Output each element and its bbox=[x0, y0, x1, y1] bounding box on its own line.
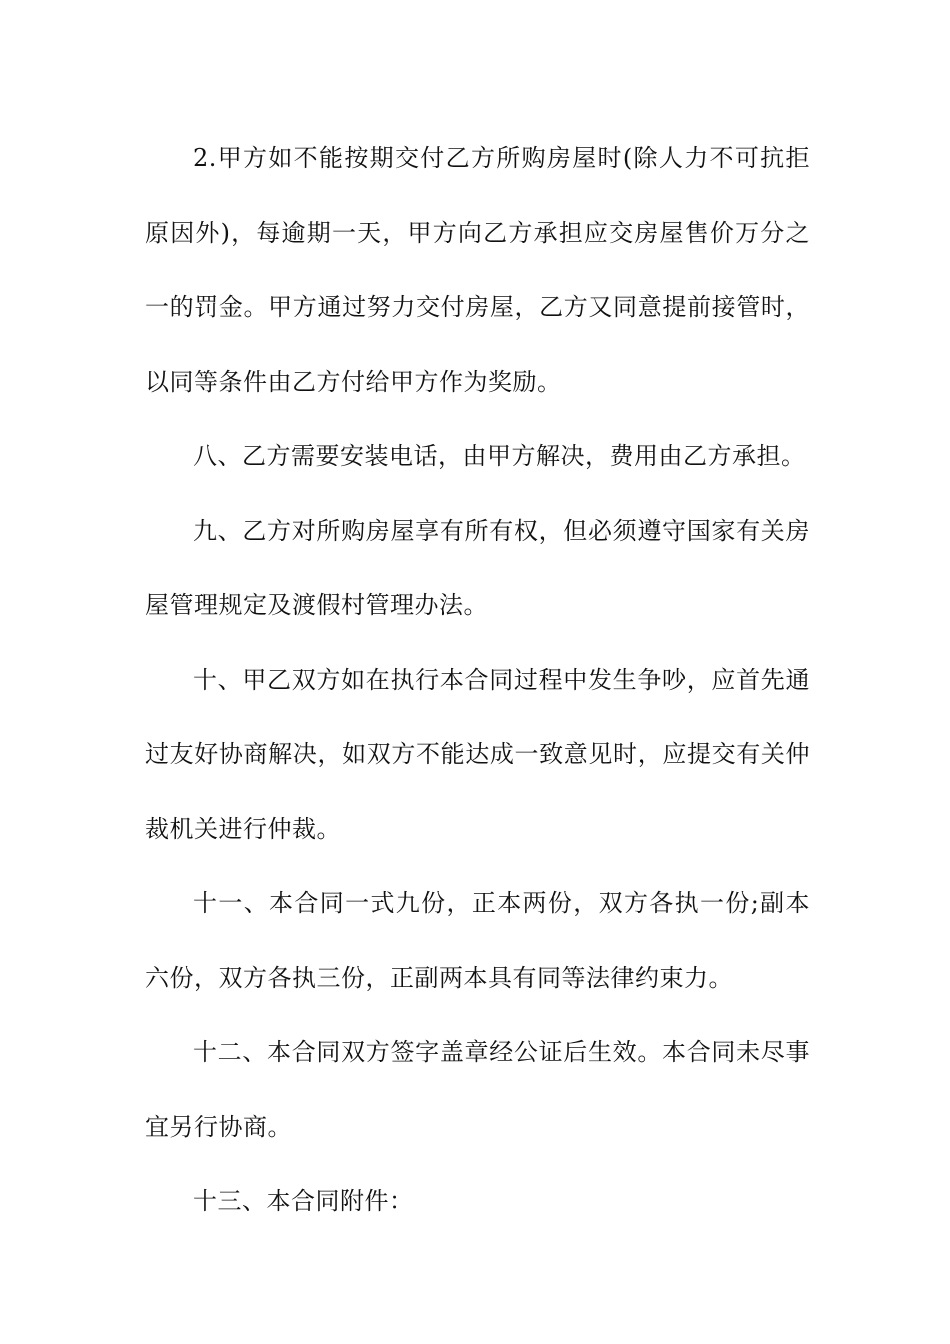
paragraph-clause-13-attachments: 十三、本合同附件： bbox=[193, 1187, 414, 1215]
document-body bbox=[145, 121, 810, 1239]
paragraph-clause-11-copies: 十一、本合同一式九份，正本两份，双方各执一份;副本六份，双方各执三份，正副两本具有同等法律约束力。 bbox=[145, 889, 810, 992]
paragraph-clause-8-telephone: 八、乙方需要安装电话，由甲方解决，费用由乙方承担。 bbox=[193, 442, 806, 470]
paragraph-late-delivery-penalty: 2.甲方如不能按期交付乙方所购房屋时(除人力不可抗拒原因外)，每逾期一天，甲方向乙方承担应交房屋售价万分之一的罚金。甲方通过努力交付房屋，乙方又同意提前接管时，以同等条件由乙方付给甲方作为奖励。 bbox=[145, 144, 810, 396]
paragraph-clause-10-disputes: 十、甲乙双方如在执行本合同过程中发生争吵，应首先通过友好协商解决，如双方不能达成一致意见时，应提交有关仲裁机关进行仲裁。 bbox=[145, 665, 810, 843]
paragraph-clause-9-ownership: 九、乙方对所购房屋享有所有权，但必须遵守国家有关房屋管理规定及渡假村管理办法。 bbox=[145, 516, 810, 619]
paragraph-clause-12-effectiveness: 十二、本合同双方签字盖章经公证后生效。本合同未尽事宜另行协商。 bbox=[145, 1038, 810, 1141]
